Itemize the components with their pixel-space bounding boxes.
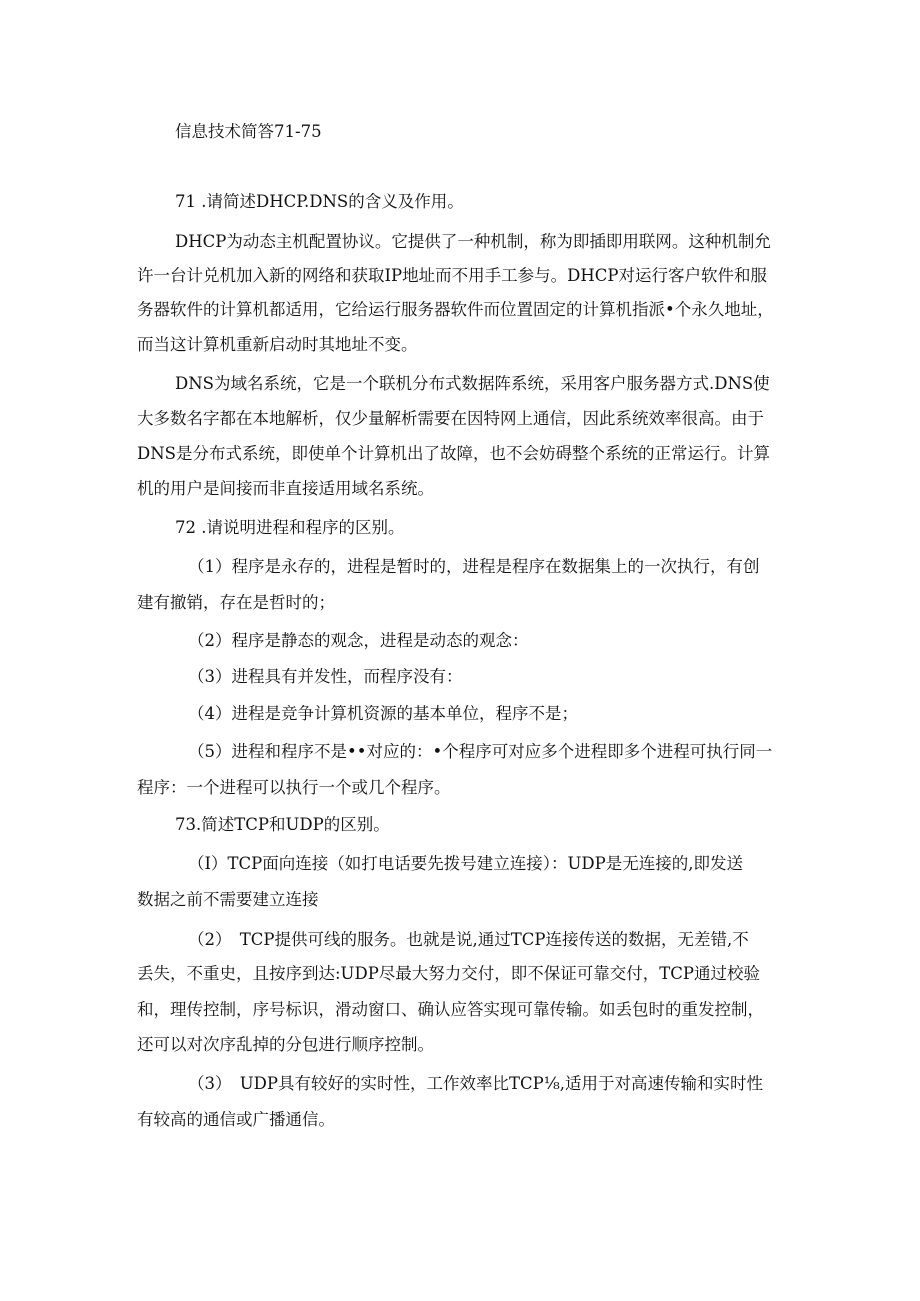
q73-item-line: 和，理传控制，序号标识，滑动窗口、确认应答实现可靠传输。如丢包时的重发控制， xyxy=(137,1000,764,1019)
q73-item-line: （2） TCP提供可线的服务。也就是说,通过TCP连接传送的数据，无差错,不 xyxy=(188,930,749,949)
q71-paragraph-1-line: 许一台计兑机加入新的网络和获取IP地址而不用手工参与。DHCP对运行客户软件和服 xyxy=(137,266,767,285)
q72-item-line: 建有撤销，存在是哲时的； xyxy=(137,593,335,612)
q71-paragraph-2-line: DNS是分布式系统，即使单个计算机出了故障，也不会妨碍整个系统的正常运行。计算 xyxy=(137,444,770,463)
q73-item-line: 数据之前不需要建立连接 xyxy=(137,890,319,909)
q72-item-line: （1）程序是永存的，进程是暂时的，进程是程序在数据集上的一次执行，有创 xyxy=(188,557,760,576)
q72-item-line: （2）程序是静态的观念，进程是动态的观念： xyxy=(188,631,529,650)
q72-item-line: （3）进程具有并发性，而程序没有： xyxy=(188,667,463,686)
document-title: 信息技术简答71-75 xyxy=(175,122,322,141)
q73-item-line: 还可以对次序乱掉的分包进行顺序控制。 xyxy=(137,1035,434,1054)
question-73-heading: 73.简述TCP和UDP的区别。 xyxy=(175,815,390,834)
q71-paragraph-2-line: 大多数名字都在本地解析，仅少量解析需要在因特网上通信，因此系统效率很高。由于 xyxy=(137,409,764,428)
q71-paragraph-2-line: 机的用户是间接而非直接适用域名系统。 xyxy=(137,479,434,498)
q73-item-line: （I）TCP面向连接（如打电话要先拨号建立连接）：UDP是无连接的,即发送 xyxy=(188,854,743,873)
question-72-heading: 72 .请说明进程和程序的区别。 xyxy=(175,518,405,537)
q71-paragraph-1-line: 务器软件的计算机都适用，它给运行服务器软件而位置固定的计算机指派•个永久地址， xyxy=(137,300,774,319)
q72-item-line: 程序：一个进程可以执行一个或几个程序。 xyxy=(137,778,451,797)
q73-item-line: 有较高的通信或广播通信。 xyxy=(137,1110,335,1129)
question-71-heading: 71 .请简述DHCP.DNS的含义及作用。 xyxy=(175,192,464,211)
q71-paragraph-2-line: DNS为域名系统，它是一个联机分布式数据阵系统，采用客户服务器方式.DNS使 xyxy=(175,374,770,393)
q72-item-line: （5）进程和程序不是••对应的：•个程序可对应多个进程即多个进程可执行同一 xyxy=(188,742,773,761)
q71-paragraph-1-line: 而当这计算机重新启动时其地址不变。 xyxy=(137,335,418,354)
q73-item-line: 丢失，不重史，且按序到达:UDP尽最大努力交付，即不保证可靠交付，TCP通过校验 xyxy=(137,964,761,983)
q73-item-line: （3） UDP具有较好的实时性，工作效率比TCP⅛,适用于对高速传输和实时性 xyxy=(188,1074,763,1093)
q72-item-line: （4）进程是竞争计算机资源的基本单位，程序不是； xyxy=(188,704,578,723)
q71-paragraph-1-line: DHCP为动态主机配置协议。它提供了一种机制，称为即插即用联网。这种机制允 xyxy=(175,232,771,251)
